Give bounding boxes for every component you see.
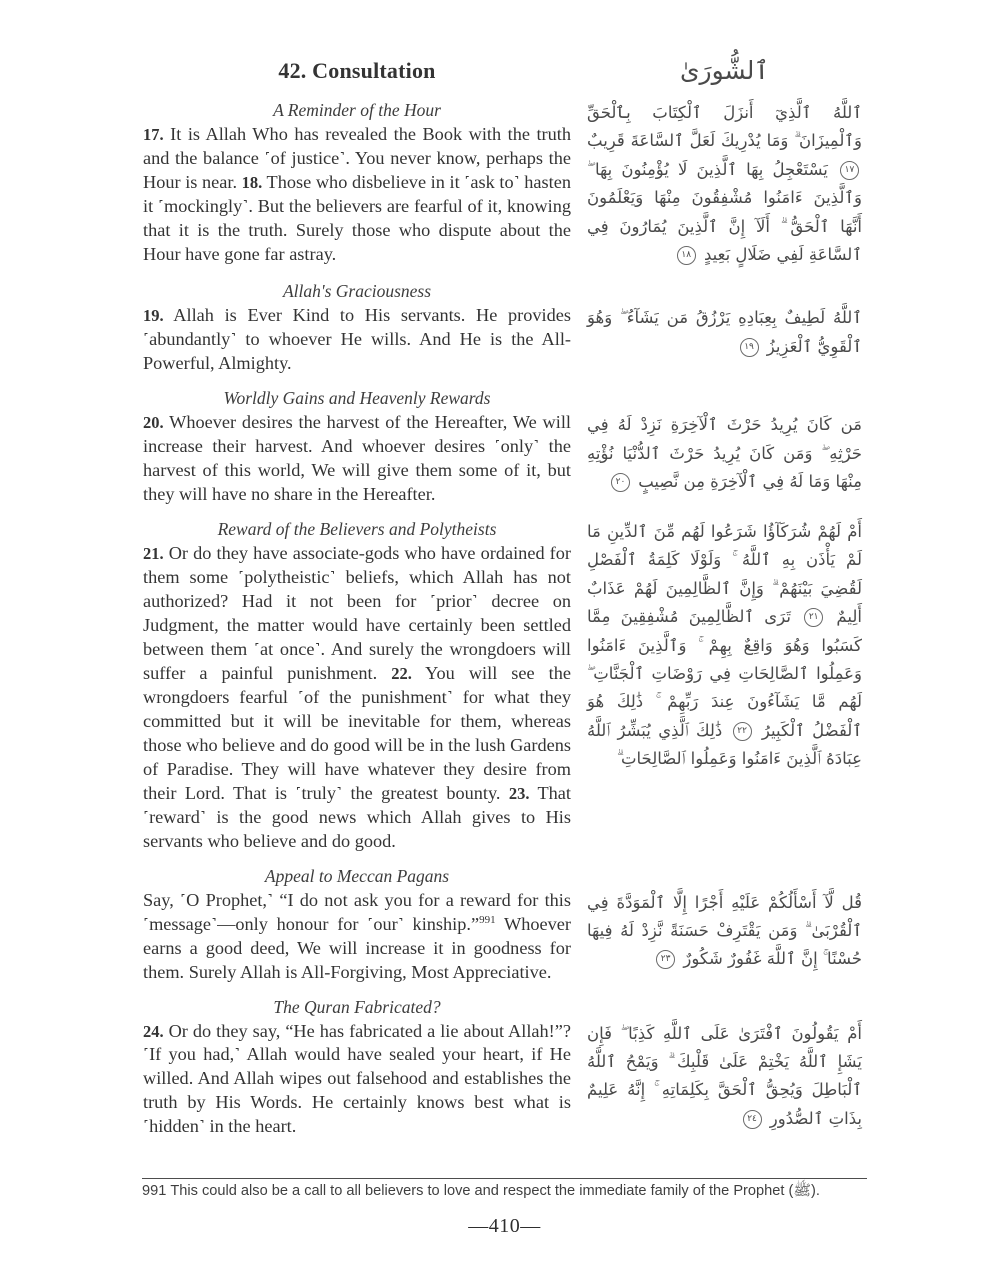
english-translation: 17. It is Allah Who has revealed the Book with the truth and the balance ˹of justice˺. You never know, perhaps the Hour is near. 18. Those who disbelieve in it ˹ask to˺ hasten it ˹mockingly˺. But the believers are fearful of it, knowing that it is the truth. Surely those who dispute about the Hour have gone far astray. xyxy=(143,124,571,264)
section-heading: A Reminder of the Hour xyxy=(273,100,441,120)
footnote-number: 991 xyxy=(142,1183,167,1199)
english-translation: 21. Or do they have associate-gods who have ordained for them some ˹polytheistic˺ beliefs, which Allah has not authorized? Had it not been for ˹prior˺ decree on Judgment, the matter would have certainly been settled between them ˹at once˺. And surely the wrongdoers will suffer a painful punishment. 22. You will see the wrongdoers fearful ˹of the punishment˺ for what they committed but it will be inevitable for them, whereas those who believe and do good will be in the lush Gardens of Paradise. They will have whatever they desire from their Lord. That is ˹truly˺ the greatest bounty. 23. That ˹reward˺ is the good news which Allah gives to His servants who believe and do good. xyxy=(143,543,572,851)
english-translation: 24. Or do they say, “He has fabricated a lie about Allah!”? ˹If you had,˺ Allah would have sealed your heart, if He willed. And Allah wipes out falsehood and establishes the truth by His Words. He certainly knows best what is ˹hidden˺ in the heart. xyxy=(143,1020,571,1137)
arabic-verse-text: ٱللَّهُ لَطِيفٌ بِعِبَادِهِ يَرْزُقُ مَن يَشَآءُ ۖ وَهُوَ ٱلْقَوِيُّ ٱلْعَزِيزُ ١٩ xyxy=(587,308,862,356)
ayah-marker: ٢٤ xyxy=(743,1110,762,1129)
footnote-text: This could also be a call to all believers to love and respect the immediate family of the Prophet (ﷺ). xyxy=(170,1183,820,1199)
arabic-verse-text: مَن كَانَ يُرِيدُ حَرْثَ ٱلْآخِرَةِ نَزِدْ لَهُ فِي حَرْثِهِ ۖ وَمَن كَانَ يُرِيدُ حَرْثَ ٱلدُّنْيَا نُؤْتِهِ مِنْهَا وَمَا لَهُ فِي ٱلْآخِرَةِ مِن نَّصِيبٍ ٢٠ xyxy=(587,415,862,491)
sections-container xyxy=(143,95,862,1139)
arabic-column xyxy=(587,95,862,269)
english-column xyxy=(143,861,571,985)
verse-number: 18. xyxy=(241,172,263,192)
section-heading: The Quran Fabricated? xyxy=(273,996,441,1017)
surah-title-english: 42. Consultation xyxy=(278,57,436,83)
footnote-reference: 991 xyxy=(479,913,496,926)
english-column xyxy=(143,992,571,1140)
section xyxy=(143,95,862,269)
verse-number: 23. xyxy=(508,783,530,803)
verse-number: 21. xyxy=(143,544,164,564)
ayah-marker: ١٧ xyxy=(840,161,859,180)
verse-number: 19. xyxy=(143,306,164,326)
arabic-column xyxy=(587,861,862,985)
verse-number: 17. xyxy=(143,125,164,144)
arabic-column xyxy=(587,383,862,507)
english-column xyxy=(143,383,571,507)
section xyxy=(143,383,862,507)
ayah-marker: ٢٣ xyxy=(656,950,675,969)
page-number: —410— xyxy=(468,1215,541,1237)
ayah-marker: ١٨ xyxy=(677,246,696,265)
verse-number: 24. xyxy=(143,1021,164,1041)
arabic-verse-text: أَمْ يَقُولُونَ ٱفْتَرَىٰ عَلَى ٱللَّهِ كَذِبًا ۖ فَإِن يَشَإِ ٱللَّهُ يَخْتِمْ عَلَىٰ قَلْبِكَ ۗ وَيَمْحُ ٱللَّهُ ٱلْبَاطِلَ وَيُحِقُّ ٱلْحَقَّ بِكَلِمَاتِهِ ۚ إِنَّهُ عَلِيمٌ بِذَاتِ ٱلصُّدُورِ ٢٤ xyxy=(587,1023,862,1128)
section-heading: Reward of the Believers and Polytheists xyxy=(217,519,497,540)
verse-number: 22. xyxy=(391,663,412,683)
section-heading: Appeal to Meccan Pagans xyxy=(264,865,450,886)
verse-number: 20. xyxy=(143,413,164,433)
english-column xyxy=(143,276,571,376)
page-header xyxy=(143,56,862,85)
surah-title-arabic: ٱلشُّورَىٰ xyxy=(679,56,770,85)
arabic-column xyxy=(587,514,862,854)
english-translation: 20. Whoever desires the harvest of the Hereafter, We will increase their harvest. And whoever desires ˹only˺ the harvest of this world, We will give them some of it, but they will have no share in the Hereafter. xyxy=(143,412,571,505)
arabic-column xyxy=(587,276,862,376)
english-translation: Say, ˹O Prophet,˺ “I do not ask you for a reward for this ˹message˺—only honour for ˹our˺ kinship.”$^{991}$ Whoever earns a good deed, We will increase it in goodness for them. Surely Allah is All-Forgiving, Most Appreciative. xyxy=(143,889,572,982)
arabic-verse-text: أَمْ لَهُمْ شُرَكَآؤُا شَرَعُوا لَهُم مِّنَ ٱلدِّينِ مَا لَمْ يَأْذَن بِهِ ٱللَّهُ ۚ وَلَوْلَا كَلِمَةُ ٱلْفَصْلِ لَقُضِيَ بَيْنَهُمْ ۗ وَإِنَّ ٱلظَّالِمِينَ لَهُمْ عَذَابٌ أَلِيمٌ ٢١ تَرَى ٱلظَّالِمِينَ مُشْفِقِينَ مِمَّا كَسَبُوا وَهُوَ وَاقِعٌ بِهِمْ ۚ وَٱلَّذِينَ ءَامَنُوا وَعَمِلُوا ٱلصَّالِحَاتِ فِي رَوْضَاتِ ٱلْجَنَّاتِ ۖ لَهُم مَّا يَشَآءُونَ عِندَ رَبِّهِمْ ۚ ذَٰلِكَ هُوَ ٱلْفَضْلُ ٱلْكَبِيرُ ٢٢ ذَٰلِكَ ٱلَّذِي يُبَشِّرُ ٱللَّهُ عِبَادَهُ ٱلَّذِينَ ءَامَنُوا وَعَمِلُوا ٱلصَّالِحَاتِ ۗ xyxy=(587,522,862,769)
ayah-marker: ٢٠ xyxy=(611,473,630,492)
section xyxy=(143,861,862,985)
english-translation: 19. Allah is Ever Kind to His servants. He provides ˹abundantly˺ to whoever He wills. And He is the All-Powerful, Almighty. xyxy=(143,305,571,374)
english-column xyxy=(143,95,571,269)
ayah-marker: ٢٢ xyxy=(733,722,752,741)
ayah-marker: ٢١ xyxy=(804,608,823,627)
footnote xyxy=(142,1182,867,1203)
ayah-marker: ١٩ xyxy=(740,338,759,357)
section xyxy=(143,514,862,854)
section xyxy=(143,992,862,1140)
section xyxy=(143,276,862,376)
arabic-column xyxy=(587,992,862,1140)
section-heading: Worldly Gains and Heavenly Rewards xyxy=(223,388,491,409)
arabic-verse-text: قُل لَّآ أَسْأَلُكُمْ عَلَيْهِ أَجْرًا إِلَّا ٱلْمَوَدَّةَ فِي ٱلْقُرْبَىٰ ۗ وَمَن يَقْتَرِفْ حَسَنَةً نَّزِدْ لَهُ فِيهَا حُسْنًا ۚ إِنَّ ٱللَّهَ غَفُورٌ شَكُورٌ ٢٣ xyxy=(587,892,862,969)
arabic-verse-text: ٱللَّهُ ٱلَّذِيٓ أَنزَلَ ٱلْكِتَابَ بِٱلْحَقِّ وَٱلْمِيزَانَ ۗ وَمَا يُدْرِيكَ لَعَلَّ ٱلسَّاعَةَ قَرِيبٌ ١٧ يَسْتَعْجِلُ بِهَا ٱلَّذِينَ لَا يُؤْمِنُونَ بِهَا ۖ وَٱلَّذِينَ ءَامَنُوا مُشْفِقُونَ مِنْهَا وَيَعْلَمُونَ أَنَّهَا ٱلْحَقُّ ۗ أَلَآ إِنَّ ٱلَّذِينَ يُمَارُونَ فِي ٱلسَّاعَةِ لَفِي ضَلَالٍ بَعِيدٍ ١٨ xyxy=(587,103,862,264)
footnote-divider xyxy=(142,1178,867,1179)
english-column xyxy=(143,514,571,854)
section-heading: Allah's Graciousness xyxy=(282,281,432,302)
page-footer xyxy=(142,1178,867,1238)
